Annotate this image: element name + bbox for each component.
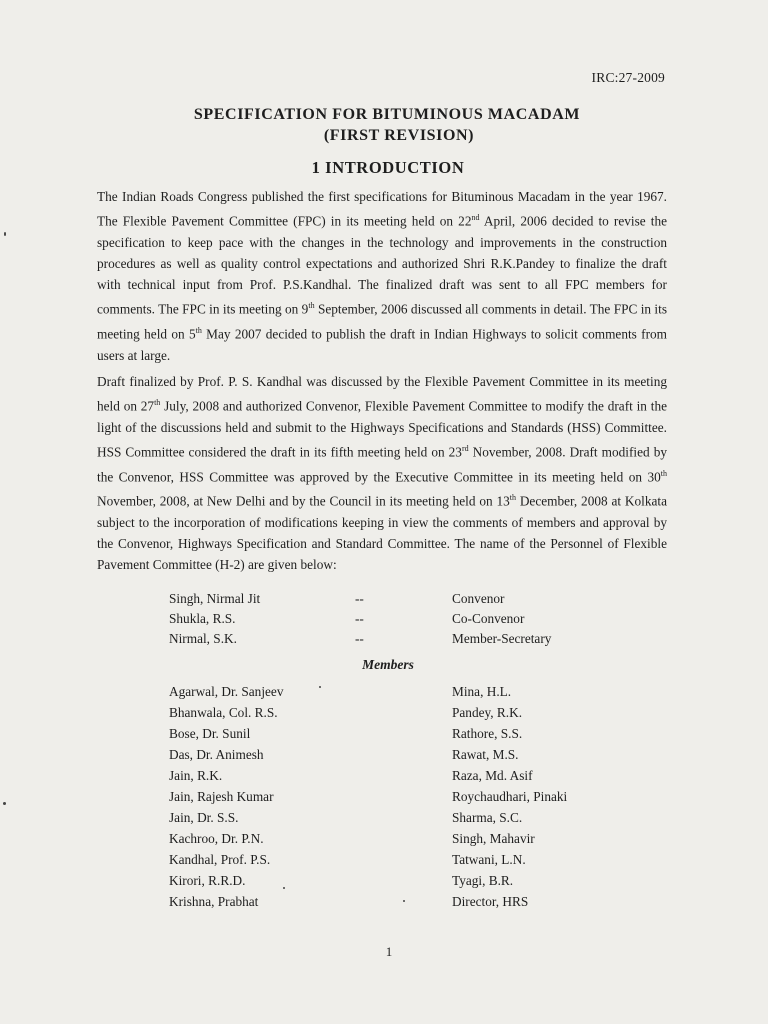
- officer-row: [0, 611, 768, 631]
- members-heading: Members: [362, 657, 414, 672]
- officer-row: [0, 591, 768, 611]
- member-row: [0, 705, 768, 725]
- scan-speck: [403, 900, 405, 902]
- officer-name: Nirmal, S.K.: [169, 631, 237, 646]
- member-row: [0, 810, 768, 830]
- member-row: [0, 684, 768, 704]
- member-name-right: Mina, H.L.: [452, 684, 512, 699]
- member-name-left: Das, Dr. Animesh: [169, 747, 264, 762]
- scan-speck: [283, 887, 285, 889]
- member-name-right: Singh, Mahavir: [452, 831, 535, 846]
- document-subtitle: (FIRST REVISION): [323, 127, 475, 144]
- member-name-right: Pandey, R.K.: [452, 705, 523, 720]
- member-row: [0, 873, 768, 893]
- member-row: [0, 831, 768, 851]
- intro-paragraph-1: The Indian Roads Congress published the first specifications for Bituminous Macadam in the year 1967. The Flexible Pavement Committee (FPC) in its meeting held on 22nd April, 2006 decided to revise the specification to keep pace with the changes in the technology and improvements in the construction procedures as well as quality control expectations and authorized Shri R.K.Pandey to finalize the draft with technical input from Prof. P.S.Kandhal. The finalized draft was sent to all FPC members for comments. The FPC in its meeting on 9th September, 2006 discussed all comments in detail. The FPC in its meeting held on 5th May 2007 decided to publish the draft in Indian Highways to solicit comments from users at large.: [97, 189, 667, 363]
- officer-row: [0, 631, 768, 651]
- officer-separator: --: [355, 631, 364, 646]
- officer-separator: --: [355, 591, 364, 606]
- member-name-left: Bose, Dr. Sunil: [169, 726, 251, 741]
- officer-role: Convenor: [452, 591, 505, 606]
- member-name-left: Jain, Dr. S.S.: [169, 810, 239, 825]
- scan-speck: [319, 686, 321, 688]
- member-name-left: Kandhal, Prof. P.S.: [169, 852, 271, 867]
- member-name-right: Raza, Md. Asif: [452, 768, 533, 783]
- member-row: [0, 768, 768, 788]
- officer-name: Shukla, R.S.: [169, 611, 236, 626]
- member-row: [0, 852, 768, 872]
- member-name-left: Kirori, R.R.D.: [169, 873, 246, 888]
- officer-role: Member-Secretary: [452, 631, 552, 646]
- officer-separator: --: [355, 611, 364, 626]
- member-name-right: Director, HRS: [452, 894, 529, 909]
- member-name-left: Kachroo, Dr. P.N.: [169, 831, 264, 846]
- section-heading: 1 INTRODUCTION: [311, 158, 465, 177]
- member-name-right: Rathore, S.S.: [452, 726, 523, 741]
- page-number: 1: [385, 944, 393, 959]
- member-name-left: Jain, R.K.: [169, 768, 223, 783]
- member-name-right: Rawat, M.S.: [452, 747, 519, 762]
- member-name-right: Tatwani, L.N.: [452, 852, 526, 867]
- member-row: [0, 747, 768, 767]
- member-row: [0, 726, 768, 746]
- member-row: [0, 789, 768, 809]
- member-row: [0, 894, 768, 914]
- member-name-left: Krishna, Prabhat: [169, 894, 259, 909]
- member-name-right: Sharma, S.C.: [452, 810, 523, 825]
- member-name-left: Agarwal, Dr. Sanjeev: [169, 684, 284, 699]
- officer-name: Singh, Nirmal Jit: [169, 591, 261, 606]
- scan-speck: [4, 232, 6, 236]
- member-name-right: Roychaudhari, Pinaki: [452, 789, 568, 804]
- member-name-left: Jain, Rajesh Kumar: [169, 789, 274, 804]
- officer-role: Co-Convenor: [452, 611, 525, 626]
- scan-speck: [3, 802, 6, 805]
- document-title: SPECIFICATION FOR BITUMINOUS MACADAM: [193, 106, 581, 123]
- member-name-left: Bhanwala, Col. R.S.: [169, 705, 278, 720]
- intro-paragraph-2: Draft finalized by Prof. P. S. Kandhal was discussed by the Flexible Pavement Committee in its meeting held on 27th July, 2008 and authorized Convenor, Flexible Pavement Committee to modify the draft in the light of the discussions held and submit to the Highways Specifications and Standards (HSS) Committee. HSS Committee considered the draft in its fifth meeting held on 23rd November, 2008. Draft modified by the Convenor, HSS Committee was approved by the Executive Committee in its meeting held on 30th November, 2008, at New Delhi and by the Council in its meeting held on 13th December, 2008 at Kolkata subject to the incorporation of modifications keeping in view the comments of members and approval by the Convenor, Highways Specification and Standard Committee. The name of the Personnel of Flexible Pavement Committee (H-2) are given below:: [97, 374, 668, 573]
- member-name-right: Tyagi, B.R.: [452, 873, 514, 888]
- document-code: IRC:27-2009: [591, 70, 665, 85]
